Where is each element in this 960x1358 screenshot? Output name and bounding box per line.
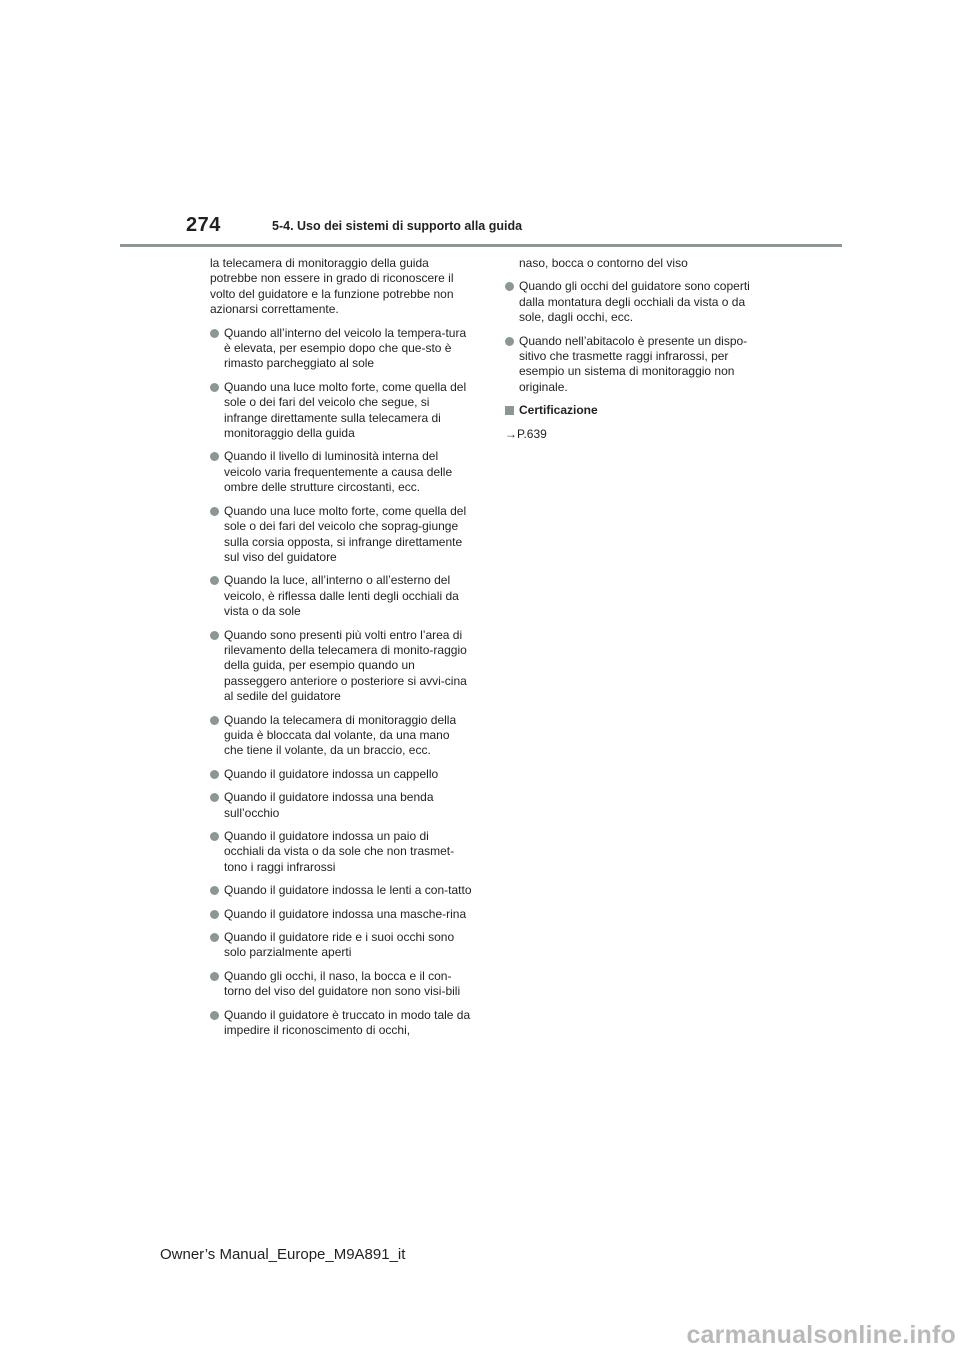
list-item xyxy=(210,883,472,898)
list-item xyxy=(210,1008,472,1039)
bullet-icon xyxy=(210,933,219,942)
intro-paragraph: la telecamera di monitoraggio della guida potrebbe non essere in grado di riconoscere il volto del guidatore e la funzione potrebbe non azionarsi correttamente. xyxy=(210,256,454,317)
list-item-text: Quando la telecamera di monitoraggio della guida è bloccata dal volante, da una mano che tiene il volante, da un braccio, ecc. xyxy=(224,712,457,758)
bullet-icon xyxy=(210,972,219,981)
bullet-icon xyxy=(210,576,219,585)
continuation-text: naso, bocca o contorno del viso xyxy=(519,256,688,270)
footer-manual-id: Owner’s Manual_Europe_M9A891_it xyxy=(160,1246,406,1263)
list-item-text: Quando una luce molto forte, come quella del sole o dei fari del veicolo che segue, si infrange direttamente sulla telecamera di monitoraggio della guida xyxy=(224,379,467,441)
bullet-icon xyxy=(210,452,219,461)
list-item xyxy=(210,969,472,1000)
section-title: 5-4. Uso dei sistemi di supporto alla guida xyxy=(272,219,523,233)
bullet-icon xyxy=(210,793,219,802)
list-item-text: Quando una luce molto forte, come quella del sole o dei fari del veicolo che soprag-giunge sulla corsia opposta, si infrange direttamente sul viso del guidatore xyxy=(224,503,467,564)
list-item xyxy=(210,449,472,495)
list-item-text: Quando la luce, all’interno o all’esterno del veicolo, è riflessa dalle lenti degli occhiali da vista o da sole xyxy=(224,573,459,619)
bullet-icon xyxy=(210,832,219,841)
list-item xyxy=(210,829,472,875)
bullet-icon xyxy=(210,886,219,895)
heading-text: Certificazione xyxy=(519,403,598,418)
square-icon xyxy=(505,406,514,415)
list-item xyxy=(210,790,472,821)
bullet-icon xyxy=(210,631,219,640)
bullet-icon xyxy=(210,329,219,338)
list-item xyxy=(210,767,472,782)
list-item xyxy=(210,573,472,619)
bullet-icon xyxy=(210,507,219,516)
list-item-text: Quando il guidatore indossa le lenti a con-tatto xyxy=(224,883,472,898)
right-column xyxy=(505,256,767,442)
list-item-text: Quando il guidatore indossa una benda sull’occhio xyxy=(224,790,434,820)
list-item xyxy=(505,334,767,396)
list-item-text: Quando gli occhi del guidatore sono coperti dalla montatura degli occhiali da vista o da sole, dagli occhi, ecc. xyxy=(519,279,750,325)
list-item-text: Quando il guidatore indossa una masche-rina xyxy=(224,906,467,921)
page-reference-link[interactable]: →P.639 xyxy=(505,426,547,441)
left-column xyxy=(210,256,472,1046)
list-item-text: Quando gli occhi, il naso, la bocca e il con-torno del viso del guidatore non sono visi-bili xyxy=(224,968,461,999)
list-item xyxy=(210,930,472,961)
list-item-text: Quando il guidatore è truccato in modo tale da impedire il riconoscimento di occhi, xyxy=(224,1007,471,1038)
list-item-text: Quando il guidatore indossa un cappello xyxy=(224,766,439,781)
list-item-text: Quando il guidatore ride e i suoi occhi sono solo parzialmente aperti xyxy=(224,930,455,960)
list-item xyxy=(210,380,472,442)
list-item xyxy=(210,504,472,566)
bullet-icon xyxy=(210,910,219,919)
certification-heading xyxy=(505,403,767,418)
bullet-icon xyxy=(505,337,514,346)
bullet-icon xyxy=(210,770,219,779)
bullet-icon xyxy=(505,282,514,291)
list-item xyxy=(505,279,767,325)
list-item-text: Quando il livello di luminosità interna del veicolo varia frequentemente a causa delle ombre delle strutture circostanti, ecc. xyxy=(224,449,453,495)
list-item xyxy=(210,326,472,372)
watermark: carmanualsonline.info xyxy=(686,1321,956,1349)
bullet-icon xyxy=(210,383,219,392)
header-rule xyxy=(120,244,842,247)
bullet-icon xyxy=(210,1011,219,1020)
list-item-text: Quando il guidatore indossa un paio di occhiali da vista o da sole che non trasmet-tono i raggi infrarossi xyxy=(224,829,455,874)
list-item xyxy=(210,713,472,759)
list-item xyxy=(210,907,472,922)
list-item-text: Quando all’interno del veicolo la tempera-tura è elevata, per esempio dopo che que-sto è rimasto parcheggiato al sole xyxy=(224,325,467,371)
page-number: 274 xyxy=(186,214,221,236)
list-item-text: Quando nell’abitacolo è presente un dispo-sitivo che trasmette raggi infrarossi, per esempio un sistema di monitoraggio non originale. xyxy=(519,333,748,394)
list-item xyxy=(210,628,472,705)
list-item-text: Quando sono presenti più volti entro l’area di rilevamento della telecamera di monito-raggio della guida, per esempio quando un passeggero anteriore o posteriore si avvi-cina al sedile del guidatore xyxy=(224,627,467,704)
bullet-icon xyxy=(210,716,219,725)
